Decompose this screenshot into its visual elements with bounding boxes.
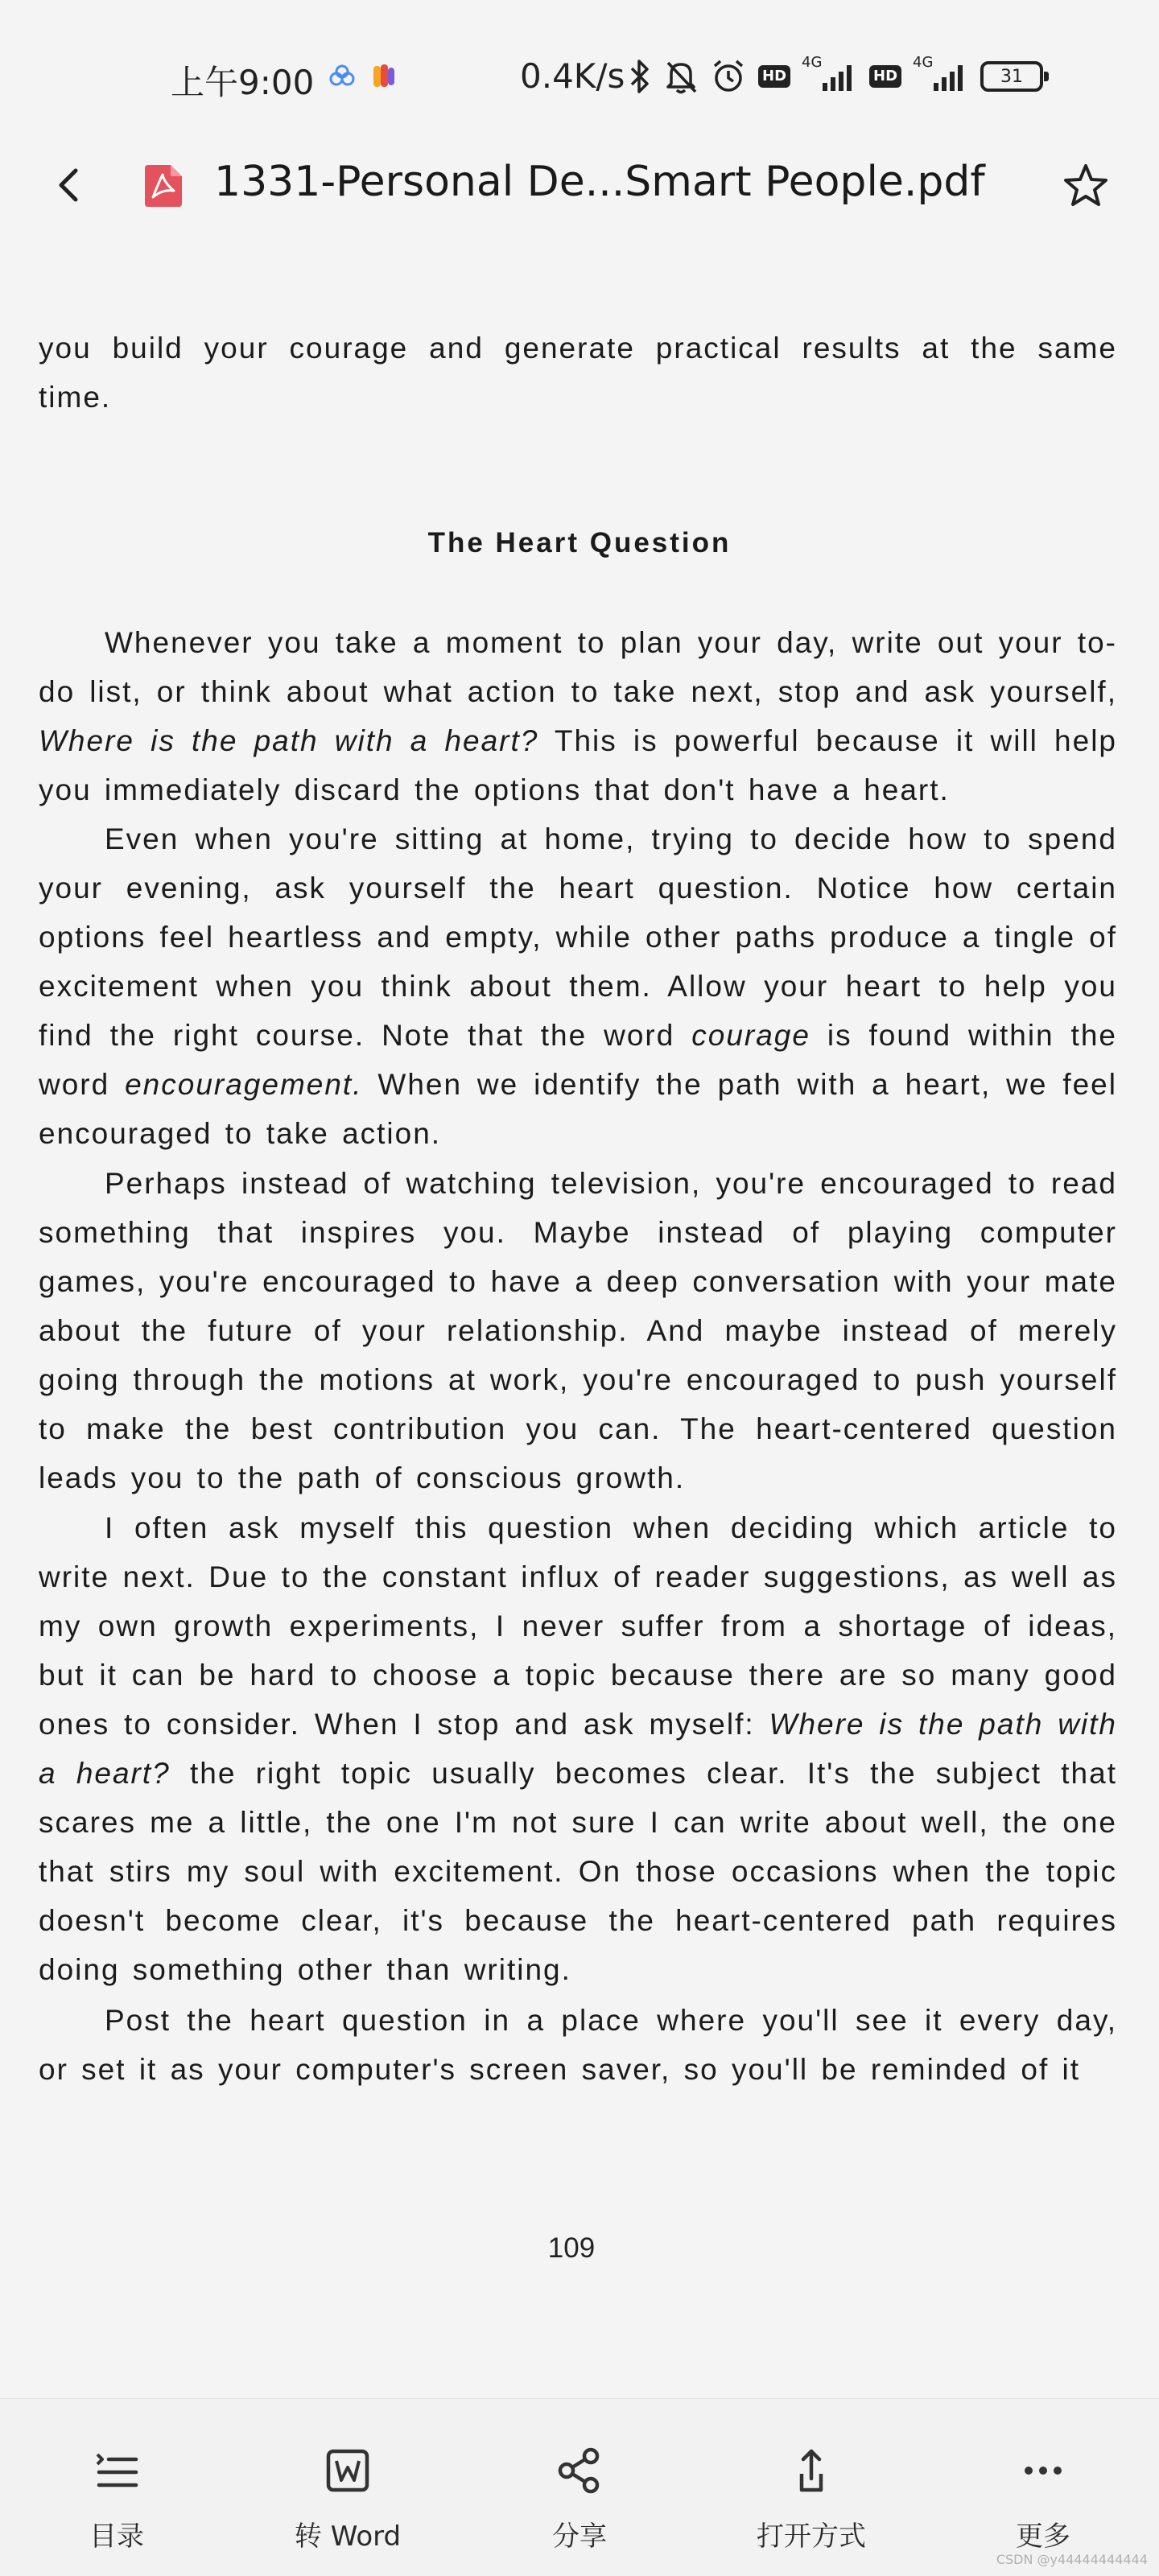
signal-strength-icon [802,54,858,94]
share-button[interactable] [483,2446,676,2553]
watermark: CSDN @y44444444444 [996,2552,1148,2567]
signal-strength-icon-2 [913,54,969,94]
signal-type-label: 4G [802,54,823,71]
cloud-app-icon [328,64,356,89]
open-with-icon [787,2446,835,2495]
page-number: 109 [547,2232,596,2264]
favorite-star-button[interactable] [1061,161,1111,211]
mute-bell-icon [663,58,699,95]
more-label: 更多 [1016,2520,1070,2553]
hd-badge: HD [758,65,790,88]
paragraph-4: I often ask myself this question when deciding which article to write next. Due to the constant influx of reader suggestions, as well as my own growth experiments, I never suffer from a shortage of ideas, but it can be hard to choose a topic because there are so many good ones to consider. When I stop and ask myself: Where is the path with a heart? the right topic usually becomes clear. It's the subject that scares me a little, the one I'm not sure I can write about well, the one that stirs my soul with excitement. On those occasions when the topic doesn't become clear, it's because the heart-centered path requires doing something other than writing. [39,1511,1118,1986]
toc-button[interactable] [20,2446,213,2553]
pdf-file-icon [142,163,184,208]
section-heading: The Heart Question [427,527,732,558]
status-bar [0,0,1159,153]
share-label: 分享 [552,2520,607,2553]
network-speed: 0.4K/s [520,56,625,96]
word-convert-icon [324,2446,372,2495]
status-time: 上午9:00 [171,63,315,102]
share-icon [555,2446,604,2495]
signal-type-label-2: 4G [913,54,934,71]
intro-paragraph: you build your courage and generate practical results at the same time. [39,332,1117,414]
toc-label: 目录 [89,2520,144,2553]
status-app-icons [328,63,396,90]
colorful-app-icon [372,63,396,90]
open-with-label: 打开方式 [757,2520,866,2553]
more-icon [1019,2446,1067,2495]
document-title: 1331-Personal De...Smart People.pdf [214,158,985,206]
alarm-icon [710,58,747,95]
bluetooth-icon [628,58,652,95]
open-with-button[interactable] [715,2446,908,2553]
paragraph-2: Even when you're sitting at home, trying to decide how to spend your evening, ask yourself the heart question. Notice how certain options feel heartless and empty, while other paths produce a tingle of excitement when you think about them. Allow your heart to help you find the right course. Note that the word courage is found within the word encouragement. When we identify the path with a heart, we feel encouraged to take action. [39,822,1117,1150]
more-button[interactable] [947,2446,1140,2553]
list-icon [93,2446,141,2495]
hd-badge-2: HD [869,65,901,88]
convert-word-label: 转 Word [294,2520,402,2553]
paragraph-1: Whenever you take a moment to plan your day, write out your to-do list, or think about what action to take next, stop and ask yourself, Where is the path with a heart? This is powerful because it will help you immediately discard the options that don't have a heart. [39,626,1117,806]
paragraph-3: Perhaps instead of watching television, you're encouraged to read something that inspires you. Maybe instead of playing computer games, you're encouraged to have a deep conversation with your mate about the future of your relationship. And maybe instead of merely going through the motions at work, you're encouraged to push yourself to make the best contribution you can. The heart-centered question leads you to the path of conscious growth. [39,1167,1117,1494]
paragraph-5: Post the heart question in a place where you'll see it every day, or set it as your computer's screen saver, so you'll be reminded of it [39,2004,1117,2086]
convert-word-button[interactable] [251,2446,444,2553]
back-button[interactable] [45,161,93,209]
battery-icon [980,61,1043,92]
battery-level: 31 [1000,66,1024,87]
status-system-icons [628,54,1043,95]
